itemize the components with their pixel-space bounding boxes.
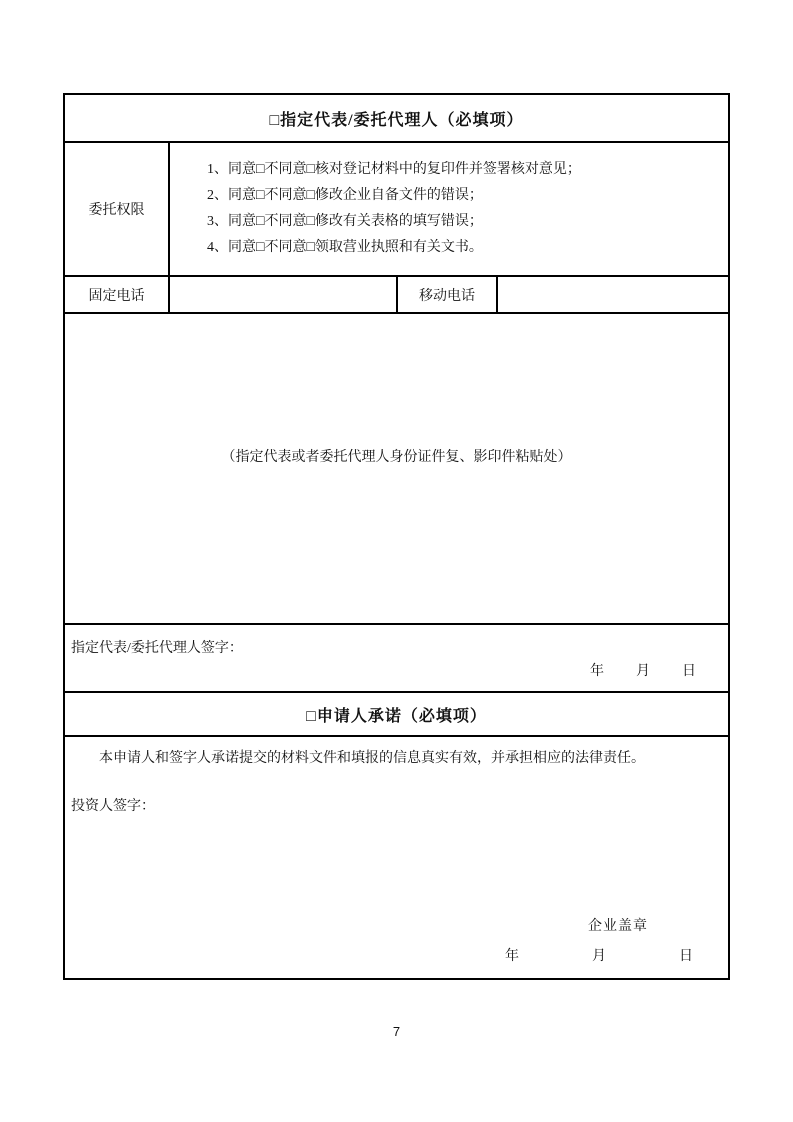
day-label: 日 [679, 949, 693, 964]
agent-signature-row [65, 625, 728, 693]
month-label: 月 [592, 949, 606, 964]
fixed-phone-field[interactable] [170, 277, 398, 312]
authority-item-1: 1、同意□不同意□核对登记材料中的复印件并签署核对意见； [207, 162, 581, 177]
authority-item-3: 3、同意□不同意□修改有关表格的填写错误； [207, 214, 483, 229]
year-label: 年 [590, 664, 604, 679]
agent-section-header [65, 95, 728, 143]
commitment-section-title: □申请人承诺（必填项） [306, 707, 487, 725]
year-label: 年 [505, 949, 519, 964]
commitment-date-line [505, 945, 693, 965]
mobile-phone-label: 移动电话 [419, 288, 475, 304]
page-number: 7 [392, 1024, 401, 1039]
mobile-phone-field[interactable] [498, 277, 728, 312]
agent-date-line [590, 660, 696, 680]
month-label: 月 [636, 664, 650, 679]
agent-signature-label: 指定代表/委托代理人签字： [71, 641, 243, 656]
commitment-area [65, 737, 728, 978]
agent-section-title: □指定代表/委托代理人（必填项） [269, 111, 524, 129]
authority-item-4: 4、同意□不同意□领取营业执照和有关文书。 [207, 240, 483, 255]
phone-row [65, 277, 728, 314]
day-label: 日 [682, 664, 696, 679]
id-paste-note: （指定代表或者委托代理人身份证件复、影印件粘贴处） [221, 449, 572, 465]
fixed-phone-label: 固定电话 [88, 288, 145, 304]
investor-signature-label: 投资人签字： [71, 799, 155, 814]
authority-item-2: 2、同意□不同意□修改企业自备文件的错误； [207, 188, 483, 203]
fixed-phone-label-cell [65, 277, 170, 312]
id-paste-area[interactable] [65, 314, 728, 625]
mobile-phone-label-cell [398, 277, 498, 312]
authority-row [65, 143, 728, 277]
authority-items-cell [170, 143, 728, 275]
authority-label: 委托权限 [88, 203, 145, 218]
commitment-section-header [65, 693, 728, 737]
authority-label-cell [65, 143, 170, 275]
company-seal-label: 企业盖章 [588, 919, 648, 934]
commitment-statement: 本申请人和签字人承诺提交的材料文件和填报的信息真实有效，并承担相应的法律责任。 [99, 751, 645, 766]
registration-form-table [63, 93, 730, 980]
